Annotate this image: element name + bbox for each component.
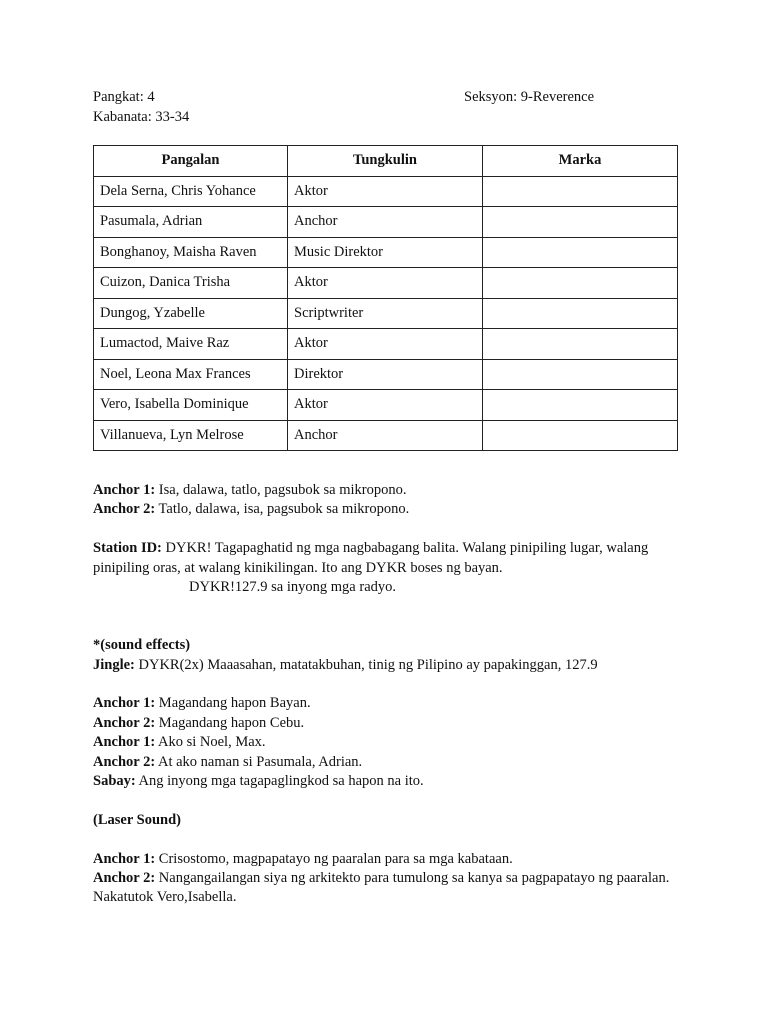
line-text: Nangangailangan siya ng arkitekto para tumulong sa kanya sa pagpapatayo ng paaralan. Nakatutok Vero,Isabella. xyxy=(93,870,670,906)
grade-cell xyxy=(483,176,678,207)
role-cell: Anchor xyxy=(288,420,483,451)
station-tagline: DYKR!127.9 sa inyong mga radyo. xyxy=(189,579,397,596)
grade-cell xyxy=(483,298,678,329)
table-row xyxy=(94,359,678,390)
script-line xyxy=(93,733,673,752)
table-row xyxy=(94,268,678,299)
role-cell: Scriptwriter xyxy=(288,298,483,329)
role-cell: Anchor xyxy=(288,207,483,238)
document-header-left xyxy=(93,88,189,127)
line-text: Isa, dalawa, tatlo, pagsubok sa mikropono. xyxy=(155,482,407,498)
speaker-label: Anchor 1: xyxy=(93,695,156,712)
role-cell: Aktor xyxy=(288,329,483,360)
speaker-label: Anchor 1: xyxy=(93,734,156,751)
group-label: Pangkat: 4 xyxy=(93,89,155,105)
grade-cell xyxy=(483,268,678,299)
grade-cell xyxy=(483,390,678,421)
role-cell: Music Direktor xyxy=(288,237,483,268)
role-cell: Aktor xyxy=(288,268,483,299)
speaker-label: Anchor 1: xyxy=(93,850,156,867)
script-line xyxy=(93,772,673,791)
speaker-label: Jingle: xyxy=(93,656,135,673)
line-text: Tatlo, dalawa, isa, pagsubok sa mikropono. xyxy=(155,501,410,518)
column-header-role: Tungkulin xyxy=(288,146,483,177)
name-cell: Pasumala, Adrian xyxy=(94,207,288,238)
name-cell: Noel, Leona Max Frances xyxy=(94,359,288,390)
laser-sound-cue: (Laser Sound) xyxy=(93,811,181,828)
speaker-label: Anchor 2: xyxy=(93,870,156,887)
script-line xyxy=(93,753,673,772)
grade-cell xyxy=(483,237,678,268)
line-text: Magandang hapon Bayan. xyxy=(155,695,311,712)
column-header-grade: Marka xyxy=(483,146,678,177)
table-row xyxy=(94,176,678,207)
script-line xyxy=(93,869,673,908)
script-line xyxy=(93,481,673,500)
grade-cell xyxy=(483,359,678,390)
name-cell: Villanueva, Lyn Melrose xyxy=(94,420,288,451)
name-cell: Bonghanoy, Maisha Raven xyxy=(94,237,288,268)
table-row xyxy=(94,298,678,329)
line-text: Ang inyong mga tagapaglingkod sa hapon na ito. xyxy=(135,773,424,790)
script-line xyxy=(93,694,673,713)
roster-table xyxy=(93,145,678,451)
speaker-label: Sabay: xyxy=(93,773,136,790)
line-text: DYKR(2x) Maaasahan, matatakbuhan, tinig ng Pilipino ay papakinggan, 127.9 xyxy=(134,656,598,673)
line-text: At ako naman si Pasumala, Adrian. xyxy=(155,753,363,770)
role-cell: Direktor xyxy=(288,359,483,390)
station-id-paragraph xyxy=(93,539,673,578)
table-row xyxy=(94,237,678,268)
speaker-label: Anchor 2: xyxy=(93,501,156,518)
line-text: DYKR! Tagapaghatid ng mga nagbabagang balita. Walang pinipiling lugar, walang pinipiling oras, at walang kinikilingan. Ito ang DYKR boses ng bayan. xyxy=(93,540,649,576)
name-cell: Cuizon, Danica Trisha xyxy=(94,268,288,299)
speaker-label: Station ID: xyxy=(93,540,162,557)
role-cell: Aktor xyxy=(288,176,483,207)
name-cell: Dungog, Yzabelle xyxy=(94,298,288,329)
table-row xyxy=(94,329,678,360)
name-cell: Lumactod, Maive Raz xyxy=(94,329,288,360)
name-cell: Dela Serna, Chris Yohance xyxy=(94,176,288,207)
table-row xyxy=(94,207,678,238)
grade-cell xyxy=(483,207,678,238)
chapter-label: Kabanata: 33-34 xyxy=(93,108,190,125)
script-line xyxy=(93,714,673,733)
script-line xyxy=(93,850,673,869)
name-cell: Vero, Isabella Dominique xyxy=(94,390,288,421)
role-cell: Aktor xyxy=(288,390,483,421)
line-text: Ako si Noel, Max. xyxy=(155,734,266,751)
speaker-label: Anchor 2: xyxy=(93,714,156,731)
grade-cell xyxy=(483,420,678,451)
speaker-label: Anchor 2: xyxy=(93,753,156,770)
script-line xyxy=(93,500,673,519)
sound-effects-cue: *(sound effects) xyxy=(93,637,191,654)
section-label: Seksyon: 9-Reverence xyxy=(464,89,595,105)
line-text: Crisostomo, magpapatayo ng paaralan para sa mga kabataan. xyxy=(155,850,513,867)
table-row xyxy=(94,420,678,451)
line-text: Magandang hapon Cebu. xyxy=(155,714,305,731)
grade-cell xyxy=(483,329,678,360)
radio-script xyxy=(93,481,673,908)
column-header-name: Pangalan xyxy=(94,146,288,177)
script-line xyxy=(93,656,673,675)
table-header-row xyxy=(94,146,678,177)
speaker-label: Anchor 1: xyxy=(93,482,156,498)
table-row xyxy=(94,390,678,421)
